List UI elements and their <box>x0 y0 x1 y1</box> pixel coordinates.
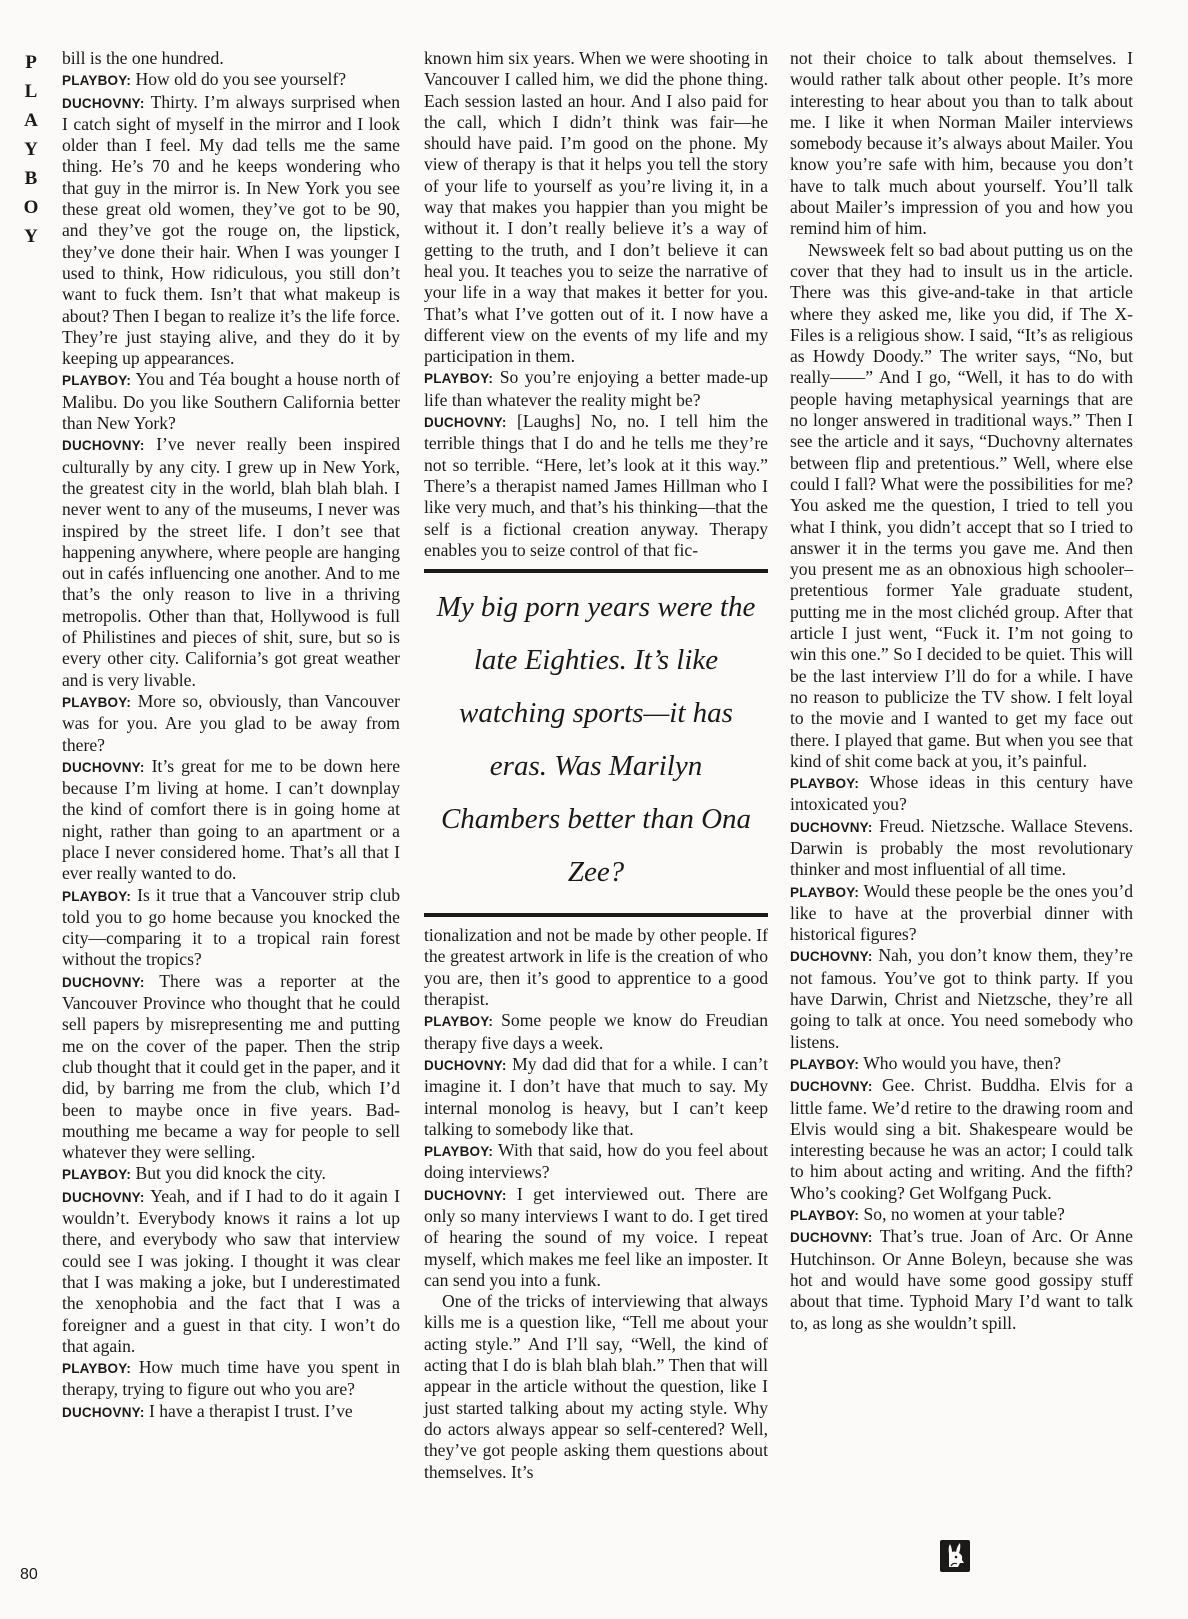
folio-letter: B <box>24 168 38 189</box>
speaker-label: DUCHOVNY: <box>790 1230 873 1246</box>
paragraph <box>62 69 400 91</box>
paragraph <box>62 756 400 885</box>
paragraph <box>790 945 1133 1052</box>
magazine-folio <box>14 48 48 251</box>
paragraph-text: With that said, how do you feel about doing interviews? <box>424 1140 768 1183</box>
speaker-label: PLAYBOY: <box>62 1167 132 1183</box>
speaker-label: DUCHOVNY: <box>62 974 145 990</box>
paragraph <box>790 1204 1133 1226</box>
paragraph <box>790 240 1133 772</box>
speaker-label: PLAYBOY: <box>424 1014 494 1030</box>
paragraph <box>62 48 400 69</box>
folio-letter: P <box>25 52 37 73</box>
paragraph-text: One of the tricks of interviewing that always kills me is a question like, “Tell me about your acting style.” And I’ll say, “Well, the kind of acting that I do is blah blah blah.” Then that will appear in the article without the question, like I just started talking about my acting style. Why do actors always appear so self-centered? Well, they’ve got people asking them questions about themselves. It’s <box>424 1291 768 1482</box>
paragraph-text: Newsweek felt so bad about putting us on the cover that they had to insult us in the article. There was this give-and-take in that article where they asked me, like you did, if The X-Files is a religious show. I said, “It’s as religious as Howdy Doody.” The writer says, “No, but really——” And I go, “Well, it has to do with people having metaphysical yearnings that are no longer answered in traditional ways.” Then I see the article and it says, “Duchovny alternates between flip and pretentious.” Well, where else could I fall? What were the possibilities for me? You asked me the question, I tried to tell you what I think, you didn’t accept that so I tried to answer it in the terms you gave me. And then you present me as an obnoxious high schooler–pretentious former Yale graduate student, putting me in the most clichéd group. After that article I just went, “Fuck it. I’m not going to win this one.” So I decided to be quiet. This will be the last interview I’ll do for a while. I have no reason to publicize the TV show. I felt loyal to the movie and I wanted to get my face out there. I played that game. But when you see that kind of shit come back at you, it’s painful. <box>790 239 1133 771</box>
paragraph <box>62 885 400 971</box>
speaker-label: PLAYBOY: <box>62 694 132 710</box>
text-column-1 <box>62 48 400 1423</box>
speaker-label: DUCHOVNY: <box>62 759 145 775</box>
paragraph <box>62 691 400 756</box>
paragraph <box>424 925 768 1010</box>
paragraph-text: But you did knock the city. <box>131 1163 326 1184</box>
speaker-label: DUCHOVNY: <box>790 819 873 835</box>
paragraph <box>62 92 400 370</box>
text-column-2 <box>424 48 768 1608</box>
paragraph <box>424 1184 768 1291</box>
paragraph-text: My dad did that for a while. I can’t imagine it. I don’t have that much to say. My internal monolog is heavy, but I can’t keep talking to somebody like that. <box>424 1053 768 1139</box>
speaker-label: PLAYBOY: <box>790 884 860 900</box>
speaker-label: PLAYBOY: <box>424 371 494 387</box>
rabbit-head-logo-icon <box>940 1540 970 1572</box>
paragraph <box>424 367 768 411</box>
paragraph <box>424 411 768 561</box>
paragraph-text: You and Téa bought a house north of Malibu. Do you like Southern California better than New York? <box>62 369 400 434</box>
paragraph-text: More so, obviously, than Vancouver was for you. Are you glad to be away from there? <box>62 690 400 755</box>
paragraph-text: How much time have you spent in therapy, trying to figure out who you are? <box>62 1357 400 1400</box>
folio-letter: L <box>24 81 38 102</box>
folio-letter: Y <box>24 139 38 160</box>
paragraph <box>424 48 768 367</box>
paragraph <box>424 1010 768 1054</box>
speaker-label: PLAYBOY: <box>62 73 132 89</box>
paragraph <box>790 772 1133 816</box>
paragraph-text: Yeah, and if I had to do it again I wouldn’t. Everybody knows it rains a lot up there, and everybody who saw that interview could see I was joking. I thought it was clear that I was making a joke, but I underestimated the xenophobia and the fact that I was a foreigner and a guest in that city. I won’t do that again. <box>62 1185 400 1356</box>
text-column-3 <box>790 48 1133 1334</box>
paragraph-text: Some people we know do Freudian therapy five days a week. <box>424 1010 768 1053</box>
paragraph-text: I get interviewed out. There are only so many interviews I want to do. I get tired of hearing the sound of my voice. I repeat myself, which makes me feel like an imposter. It can send you into a funk. <box>424 1183 768 1290</box>
speaker-label: DUCHOVNY: <box>790 1079 873 1095</box>
speaker-label: PLAYBOY: <box>62 888 132 904</box>
column-2-bottom <box>424 925 768 1483</box>
paragraph <box>790 1053 1133 1075</box>
speaker-label: DUCHOVNY: <box>790 949 873 965</box>
column-2-top <box>424 48 768 561</box>
speaker-label: PLAYBOY: <box>424 1144 494 1160</box>
paragraph-text: Whose ideas in this century have intoxicated you? <box>790 772 1133 815</box>
paragraph <box>790 881 1133 946</box>
paragraph <box>62 1186 400 1357</box>
paragraph-text: How old do you see yourself? <box>131 69 347 90</box>
paragraph <box>790 48 1133 240</box>
page-number: 80 <box>20 1566 38 1583</box>
paragraph-text: Is it true that a Vancouver strip club told you to go home because you knocked the city—comparing it to a tropical rain forest without the tropics? <box>62 884 400 970</box>
speaker-label: DUCHOVNY: <box>424 1187 507 1203</box>
folio-letter: A <box>24 110 38 131</box>
paragraph <box>790 1075 1133 1204</box>
paragraph <box>62 1163 400 1185</box>
speaker-label: PLAYBOY: <box>62 1361 132 1377</box>
paragraph-text: I’ve never really been inspired culturally by any city. I grew up in New York, the greatest city in the world, blah blah blah. I never went to any of the museums, I never was inspired by the street life. I don’t see that happening anywhere, where people are hanging out in cafés influencing one another. And to me that’s the only reason to live in a thriving metropolis. Other than that, Hollywood is full of Philistines and pieces of shit, sure, but so is every other city. California’s got great weather and is very livable. <box>62 434 400 690</box>
paragraph-text: It’s great for me to be down here because I’m living at home. I can’t downplay the kind of comfort there is in going home at night, rather than going to an apartment or a place I never considered home. That’s all that I ever really wanted to do. <box>62 755 400 884</box>
pull-quote: My big porn years were the late Eighties. It’s like watching sports—it has eras. Was Marilyn Chambers better than Ona Zee? <box>424 569 768 917</box>
paragraph-text: Would these people be the ones you’d like to have at the proverbial dinner with historical figures? <box>790 880 1133 945</box>
paragraph <box>424 1291 768 1483</box>
speaker-label: DUCHOVNY: <box>62 1404 145 1420</box>
speaker-label: PLAYBOY: <box>790 776 860 792</box>
paragraph <box>62 369 400 434</box>
paragraph-text: [Laughs] No, no. I tell him the terrible things that I do and he tells me they’re not so terrible. “Here, let’s look at it this way.” There’s a therapist named James Hillman who I like very much, and that’s his thinking—that the self is a fictional creation anyway. Therapy enables you to seize control of that fic- <box>424 411 768 560</box>
speaker-label: DUCHOVNY: <box>62 438 145 454</box>
paragraph <box>62 1401 400 1423</box>
paragraph-text: I have a therapist I trust. I’ve <box>144 1400 353 1421</box>
paragraph <box>62 1357 400 1401</box>
speaker-label: DUCHOVNY: <box>424 415 507 431</box>
paragraph-text: not their choice to talk about themselves. I would rather talk about other people. It’s more interesting to hear about you than to talk about me. I like it when Norman Mailer interviews somebody because it’s always about Mailer. You know you’re safe with him, because you don’t have to talk much about yourself. You’ll talk about Mailer’s impression of you and how you remind him of him. <box>790 48 1133 239</box>
paragraph <box>790 1226 1133 1333</box>
speaker-label: DUCHOVNY: <box>424 1057 507 1073</box>
paragraph <box>424 1054 768 1140</box>
paragraph-text: Nah, you don’t know them, they’re not famous. You’ve got to think party. If you have Darwin, Christ and Nietzsche, they’re all going to talk at once. You need somebody who listens. <box>790 945 1133 1052</box>
paragraph-text: So you’re enjoying a better made-up life than whatever the reality might be? <box>424 367 768 410</box>
paragraph-text: Gee. Christ. Buddha. Elvis for a little fame. We’d retire to the drawing room and Elvis would sing a bit. Shakespeare would be interesting because he was an actor; I could talk to him about acting and writing. And the fifth? Who’s cooking? Get Wolfgang Puck. <box>790 1075 1133 1203</box>
paragraph-text: There was a reporter at the Vancouver Province who thought that he could sell papers by misrepresenting me and putting me on the cover of the paper. Then the strip club thought that it could get in the paper, and it did, by barring me from the club, which I’d been to maybe once in five years. Bad-mouthing me became a way for people to sell whatever they were selling. <box>62 970 400 1163</box>
speaker-label: PLAYBOY: <box>790 1208 860 1224</box>
paragraph <box>62 971 400 1164</box>
paragraph <box>424 1140 768 1184</box>
speaker-label: DUCHOVNY: <box>62 95 145 111</box>
speaker-label: PLAYBOY: <box>790 1056 860 1072</box>
folio-letter: Y <box>24 226 38 247</box>
paragraph-text: bill is the one hundred. <box>62 48 224 68</box>
paragraph <box>790 816 1133 881</box>
speaker-label: DUCHOVNY: <box>62 1189 145 1205</box>
paragraph-text: That’s true. Joan of Arc. Or Anne Hutchinson. Or Anne Boleyn, because she was hot and would have some good gossipy stuff about that time. Typhoid Mary I’d want to talk to, as long as she wouldn’t spill. <box>790 1226 1133 1333</box>
paragraph-text: Who would you have, then? <box>859 1052 1062 1073</box>
paragraph-text: tionalization and not be made by other people. If the greatest artwork in life is the creation of who you are, then it’s good to apprentice to a good therapist. <box>424 925 768 1010</box>
paragraph <box>62 434 400 691</box>
speaker-label: PLAYBOY: <box>62 373 132 389</box>
folio-letter: O <box>23 197 39 218</box>
paragraph-text: So, no women at your table? <box>859 1204 1065 1225</box>
paragraph-text: Thirty. I’m always surprised when I catch sight of myself in the mirror and I look older than I feel. My dad tells me the same thing. He’s 70 and he keeps wondering who that guy in the mirror is. In New York you see these great old women, they’ve got to be 90, and they’ve got the rouge on, the lipstick, they’ve done their hair. When I was younger I used to think, How ridiculous, you still don’t want to fuck them. Isn’t that what makeup is about? Then I began to realize it’s the life force. They’re just staying alive, and they do it by keeping up appearances. <box>62 91 400 369</box>
paragraph-text: Freud. Nietzsche. Wallace Stevens. Darwin is probably the most revolutionary thinker and most influential of all time. <box>790 815 1133 880</box>
paragraph-text: known him six years. When we were shooting in Vancouver I called him, we did the phone thing. Each session lasted an hour. And I also paid for the call, which I didn’t think was fair—he should have paid. I’m good on the phone. My view of therapy is that it helps you tell the story of your life to yourself as you’re living it, in a way that makes you happier than you might be without it. I don’t really believe it’s a way of getting to the truth, and I don’t believe it can heal you. It teaches you to seize the narrative of your life in a way that makes it better for you. That’s what I’ve gotten out of it. I now have a different view on the events of my life and my participation in them. <box>424 48 768 367</box>
